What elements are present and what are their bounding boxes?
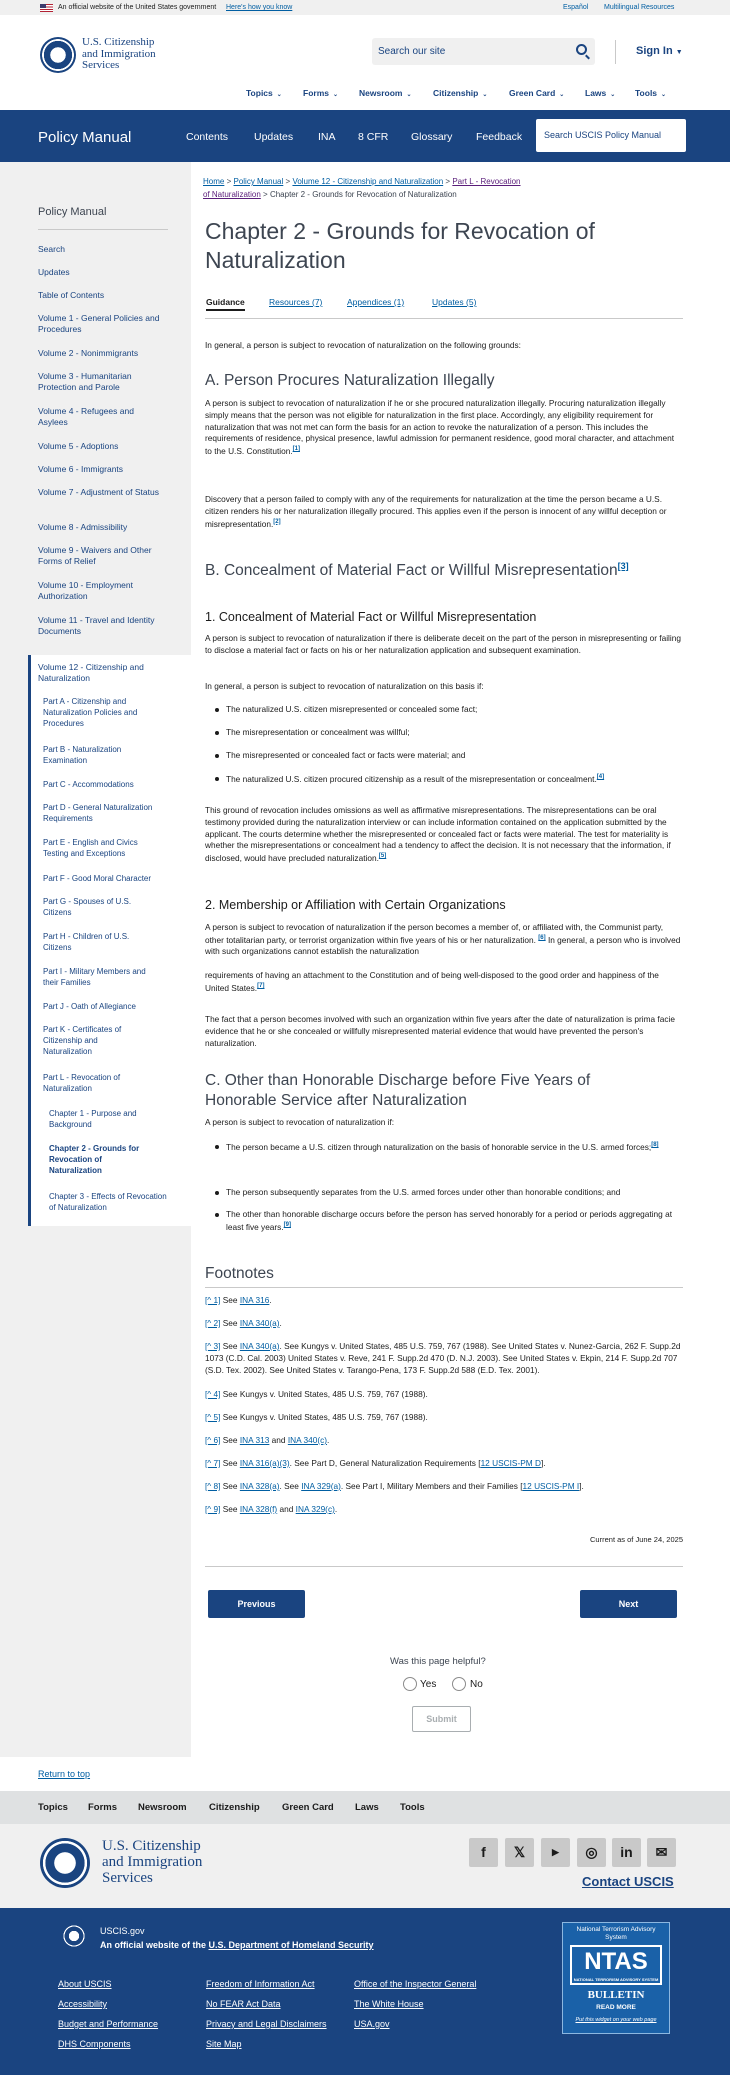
nav-label: Tools bbox=[635, 88, 658, 98]
footer-nav-forms[interactable]: Forms bbox=[88, 1802, 118, 1813]
nav-label: Forms bbox=[303, 88, 329, 98]
chevron-down-icon: ⌄ bbox=[661, 92, 667, 98]
uscis-logo-text[interactable] bbox=[82, 37, 156, 72]
section-c-heading bbox=[205, 1071, 683, 1111]
sidebar-part-b[interactable]: Part B - Naturalization Examination bbox=[43, 745, 122, 765]
footer-nav bbox=[0, 1791, 730, 1824]
footer-link-no-fear[interactable]: No FEAR Act Data bbox=[206, 1999, 281, 2009]
section-b1-paragraph-1: A person is subject to revocation of naturalization if there is deliberate deceit on the part of the person in misrepresenting or failing to disclose a material fact or facts on his or her naturalization application and subsequent examination. bbox=[205, 633, 681, 655]
page-title bbox=[205, 217, 625, 276]
sidebar-item-volume-10[interactable]: Volume 10 - Employment Authorization bbox=[38, 580, 133, 602]
section-b2-text-2: requirements of having an attachment to the Constitution and of being well-disposed to the good order and happiness of the United States. bbox=[205, 970, 659, 993]
sidebar-chapter-2-active[interactable]: Chapter 2 - Grounds for Revocation of Naturalization bbox=[49, 1144, 140, 1175]
footer-link-oig[interactable]: Office of the Inspector General bbox=[354, 1979, 477, 1989]
logo-line-3: Services bbox=[82, 59, 120, 72]
footnote-link[interactable]: 12 USCIS-PM I bbox=[522, 1481, 580, 1491]
footnote-4 bbox=[205, 1389, 685, 1401]
dhs-seal-icon bbox=[62, 1924, 86, 1948]
section-a-paragraph-2 bbox=[205, 494, 683, 530]
sidebar-item-volume-12[interactable]: Volume 12 - Citizenship and Naturalization bbox=[38, 662, 144, 684]
footnote-text: . See bbox=[279, 1481, 299, 1491]
footnote-ref-9[interactable]: [9] bbox=[283, 1221, 291, 1228]
footer-official-text bbox=[100, 1939, 374, 1952]
footnote-text: See bbox=[222, 1318, 238, 1328]
footer-nav-topics[interactable]: Topics bbox=[38, 1802, 68, 1813]
footnote-ref-4[interactable]: [4] bbox=[596, 774, 605, 780]
sidebar-part-d[interactable]: Part D - General Naturalization Requirements bbox=[43, 803, 153, 823]
chevron-down-icon: ▼ bbox=[675, 49, 683, 56]
section-a-text-1: A person is subject to revocation of naturalization if he or she procured naturalization illegally. Procuring naturalization illegally simply means that the person was not eligible for naturalization in the first place. Accordingly, any eligibility requirement for naturalization that was not met can form the basis for an action to revoke the naturalization of a person. This includes the requirements of residence, physical presence, lawful admission for permanent residence, good moral character, and attachment to the U.S. Constitution. bbox=[205, 398, 675, 456]
pm-title[interactable]: Policy Manual bbox=[38, 129, 132, 146]
footer-link-foia[interactable]: Freedom of Information Act bbox=[206, 1979, 315, 1989]
footer-site-name: USCIS.gov bbox=[100, 1926, 145, 1936]
nav-label: Laws bbox=[585, 88, 607, 98]
footnote-text: and bbox=[271, 1435, 286, 1445]
footnote-text: . bbox=[269, 1295, 272, 1305]
x-twitter-icon[interactable]: 𝕏 bbox=[505, 1838, 534, 1867]
sidebar-item-volume-11[interactable]: Volume 11 - Travel and Identity Documents bbox=[38, 615, 155, 637]
search-placeholder: Search our site bbox=[378, 46, 446, 57]
footer-link-dhs-components[interactable]: DHS Components bbox=[58, 2039, 131, 2049]
footnote-1 bbox=[205, 1295, 685, 1307]
section-c-bullet-3-text: The other than honorable discharge occurs before the person has served honorably for a period or periods aggregating at least five years. bbox=[226, 1209, 673, 1232]
sidebar-part-h[interactable]: Part H - Children of U.S. Citizens bbox=[43, 932, 130, 952]
section-c-bullet-1-text: The person became a U.S. citizen through naturalization on the basis of honorable service in the U.S. armed forces; bbox=[226, 1141, 652, 1152]
ntas-logo bbox=[570, 1945, 662, 1985]
nav-label: Citizenship bbox=[433, 88, 479, 98]
ntas-title: National Terrorism Advisory System bbox=[576, 1926, 656, 1941]
footnote-link[interactable]: INA 340(c) bbox=[287, 1435, 328, 1445]
pm-glossary-link[interactable]: Glossary bbox=[411, 131, 453, 143]
chevron-down-icon: ⌄ bbox=[482, 92, 488, 98]
tab-resources[interactable]: Resources (7) bbox=[269, 297, 323, 307]
helpful-question: Was this page helpful? bbox=[390, 1656, 486, 1667]
breadcrumb-current: Chapter 2 - Grounds for Revocation of Naturalization bbox=[269, 190, 457, 199]
footnote-text: . See Kungys v. United States, 485 U.S. 759, 767 (1988). See United States v. Nunez-Garcia, 262 F. Supp.2d 1073 (C.D. Cal. 2003) United States v. Reve, 241 F. Supp.2d 470 (D. N.J. 2003). See United States v. Ekpin, 214 F. Supp.2d 707 (S.D. Tex. 2002). See United States v. Tarango-Pena, 173 F. Supp.2d 588 (E.D. Tex. 2001). bbox=[205, 1341, 681, 1375]
site-header bbox=[0, 15, 730, 110]
section-a-paragraph-1 bbox=[205, 398, 683, 458]
footnote-text: . bbox=[327, 1435, 330, 1445]
footnote-link[interactable]: INA 329(c) bbox=[295, 1504, 335, 1514]
sidebar-item-volume-1[interactable]: Volume 1 - General Policies and Procedures bbox=[38, 313, 160, 335]
return-to-top-link[interactable]: Return to top bbox=[38, 1769, 91, 1779]
breadcrumb-separator: > bbox=[226, 177, 232, 186]
sidebar-chapter-1[interactable]: Chapter 1 - Purpose and Background bbox=[49, 1109, 137, 1129]
pm-feedback-link[interactable]: Feedback bbox=[476, 131, 523, 143]
footnote-text: See bbox=[222, 1435, 238, 1445]
sidebar-divider bbox=[38, 229, 168, 230]
footnote-6 bbox=[205, 1435, 685, 1447]
footer-nav-tools[interactable]: Tools bbox=[400, 1802, 425, 1813]
nav-topics[interactable] bbox=[246, 88, 282, 100]
breadcrumb-home[interactable]: Home bbox=[203, 177, 225, 186]
section-c-bullet-2: The person subsequently separates from the U.S. armed forces under other than honorable conditions; and bbox=[226, 1187, 681, 1199]
section-b1-text-3: This ground of revocation includes omissions as well as affirmative misrepresentations. The misrepresentations can be oral testimony provided during the naturalization interview or can include information contained on the application submitted by the applicant. The courts determine whether the misrepresented or concealed fact or facts were material. The test for materiality is whether the misrepresentations or concealment had a tendency to affect the decision. It is not necessary that the information, if disclosed, would have precluded naturalization. bbox=[205, 805, 671, 863]
helpful-no-label[interactable]: No bbox=[470, 1679, 483, 1690]
sidebar-part-k[interactable]: Part K - Certificates of Citizenship and Naturalization bbox=[43, 1025, 122, 1056]
footnote-backlink[interactable]: [^ 6] bbox=[205, 1435, 221, 1445]
footer-link-about[interactable]: About USCIS bbox=[58, 1979, 112, 1989]
section-c-paragraph-1: A person is subject to revocation of naturalization if: bbox=[205, 1117, 395, 1127]
logo-line-3: Services bbox=[102, 1869, 153, 1886]
dhs-seal-icon[interactable] bbox=[40, 1838, 90, 1888]
sidebar-part-g[interactable]: Part G - Spouses of U.S. Citizens bbox=[43, 897, 132, 917]
footnote-backlink[interactable]: [^ 8] bbox=[205, 1481, 221, 1491]
ntas-widget-link[interactable]: Put this widget on your web page bbox=[575, 2017, 657, 2024]
page-title-line-2: Naturalization bbox=[205, 247, 346, 274]
footnote-text: ]. bbox=[540, 1458, 546, 1468]
sidebar-chapter-3[interactable]: Chapter 3 - Effects of Revocation of Naturalization bbox=[49, 1192, 167, 1212]
footnote-8 bbox=[205, 1481, 685, 1493]
section-b2-paragraph-1 bbox=[205, 922, 683, 958]
footnote-ref-7[interactable]: [7] bbox=[257, 982, 265, 989]
gov-banner bbox=[0, 0, 730, 15]
footnote-backlink[interactable]: [^ 5] bbox=[205, 1412, 221, 1422]
footnote-backlink[interactable]: [^ 4] bbox=[205, 1389, 221, 1399]
ntas-bulletin: BULLETIN bbox=[587, 1988, 645, 2001]
chevron-down-icon: ⌄ bbox=[610, 92, 616, 98]
footnote-text: See bbox=[222, 1341, 238, 1351]
current-as-of: Current as of June 24, 2025 bbox=[590, 1535, 683, 1544]
helpful-no-radio[interactable] bbox=[452, 1677, 466, 1691]
breadcrumb-separator: > bbox=[263, 190, 268, 199]
footnote-text: See bbox=[222, 1458, 238, 1468]
section-c-bullet-1 bbox=[226, 1141, 681, 1154]
pm-updates-link[interactable]: Updates bbox=[254, 131, 294, 143]
section-b-title: B. Concealment of Material Fact or Willful Misrepresentation bbox=[205, 562, 618, 580]
sign-in-label: Sign In bbox=[636, 45, 673, 57]
logo-line-2: and Immigration bbox=[82, 47, 156, 60]
intro-paragraph: In general, a person is subject to revocation of naturalization on the following grounds: bbox=[205, 340, 521, 350]
footnote-link[interactable]: INA 316(a)(3) bbox=[239, 1458, 290, 1468]
section-c-title-line-1: C. Other than Honorable Discharge before Five Years of bbox=[205, 1072, 591, 1089]
footnote-ref-2[interactable]: [2] bbox=[273, 518, 281, 525]
section-a-heading: A. Person Procures Naturalization Illegally bbox=[205, 372, 495, 389]
nav-tools[interactable] bbox=[635, 88, 666, 100]
footnotes-heading: Footnotes bbox=[205, 1265, 274, 1282]
footnotes-divider bbox=[205, 1287, 683, 1288]
footer-nav-citizenship[interactable]: Citizenship bbox=[209, 1802, 260, 1813]
footnote-text: See Kungys v. United States, 485 U.S. 759, 767 (1988). bbox=[222, 1412, 428, 1422]
chevron-down-icon: ⌄ bbox=[406, 92, 412, 98]
logo-line-1: U.S. Citizenship bbox=[102, 1838, 201, 1854]
site-search-input[interactable] bbox=[372, 38, 595, 65]
instagram-icon[interactable]: ◎ bbox=[577, 1838, 606, 1867]
sidebar-title: Policy Manual bbox=[38, 206, 107, 218]
nav-citizenship[interactable] bbox=[433, 88, 487, 100]
dhs-seal-icon[interactable] bbox=[40, 37, 76, 73]
footnote-link[interactable]: INA 340(a) bbox=[239, 1341, 280, 1351]
footnote-text: and bbox=[279, 1504, 294, 1514]
footnote-text: . bbox=[279, 1318, 282, 1328]
footnote-text: See bbox=[222, 1481, 238, 1491]
official-site-text: An official website of the United States government bbox=[58, 4, 217, 11]
email-icon[interactable]: ✉ bbox=[647, 1838, 676, 1867]
page-title-line-1: Chapter 2 - Grounds for Revocation of bbox=[205, 218, 595, 244]
footnote-link[interactable]: 12 USCIS-PM D bbox=[480, 1458, 541, 1468]
header-divider bbox=[615, 40, 616, 64]
footer-link-usa-gov[interactable]: USA.gov bbox=[354, 2019, 390, 2029]
section-b1-bullet-3: The misrepresented or concealed fact or facts were material; and bbox=[226, 750, 681, 762]
sidebar-item-volume-7[interactable]: Volume 7 - Adjustment of Status bbox=[38, 487, 159, 497]
footer-uscis-logo[interactable] bbox=[102, 1839, 202, 1886]
pager-divider bbox=[205, 1566, 683, 1567]
section-b2-paragraph-3: The fact that a person becomes involved with such an organization within five years after the date of naturalization is prima facie evidence that he or she concealed or willfully misrepresented material evidence that would have prevented the person's naturalization. bbox=[205, 1014, 675, 1048]
espanol-link[interactable]: Español bbox=[563, 4, 589, 11]
logo-line-2: and Immigration bbox=[102, 1853, 203, 1870]
section-b2-paragraph-2 bbox=[205, 970, 683, 994]
section-b1-paragraph-2: In general, a person is subject to revocation of naturalization on this basis if: bbox=[205, 681, 484, 691]
section-b2-text-1: A person is subject to revocation of naturalization if the person becomes a member of, or affiliated with, the Communist party, other totalitarian party, or terrorist organization within five years of his or her naturalization. bbox=[205, 922, 664, 945]
section-b1-bullet-1: The naturalized U.S. citizen misrepresented or concealed some fact; bbox=[226, 704, 681, 716]
sidebar-item-volume-8[interactable]: Volume 8 - Admissibility bbox=[38, 522, 128, 532]
section-b1-bullet-4-text: The naturalized U.S. citizen procured citizenship as a result of the misrepresentation or concealment. bbox=[226, 773, 597, 784]
chevron-down-icon: ⌄ bbox=[559, 92, 565, 98]
footer-link-privacy[interactable]: Privacy and Legal Disclaimers bbox=[206, 2019, 327, 2029]
logo-line-1: U.S. Citizenship bbox=[82, 36, 155, 48]
nav-label: Green Card bbox=[509, 88, 556, 98]
next-button[interactable]: Next bbox=[580, 1590, 677, 1618]
sidebar-item-volume-2[interactable]: Volume 2 - Nonimmigrants bbox=[38, 348, 139, 358]
section-b1-bullet-2: The misrepresentation or concealment was willful; bbox=[226, 727, 681, 739]
section-c-bullet-3 bbox=[226, 1209, 681, 1233]
breadcrumb-part-l[interactable]: Part L - Revocation bbox=[452, 177, 521, 186]
footnote-text: . See Part I, Military Members and their Families [ bbox=[340, 1481, 523, 1491]
breadcrumb bbox=[203, 176, 521, 187]
breadcrumb-separator: > bbox=[285, 177, 291, 186]
footer-link-site-map[interactable]: Site Map bbox=[206, 2039, 242, 2049]
footnote-2 bbox=[205, 1318, 685, 1330]
breadcrumb-policy-manual[interactable]: Policy Manual bbox=[233, 177, 284, 186]
sidebar-item-toc[interactable]: Table of Contents bbox=[38, 290, 105, 300]
facebook-icon[interactable]: f bbox=[469, 1838, 498, 1867]
sidebar-item-volume-4[interactable]: Volume 4 - Refugees and Asylees bbox=[38, 406, 134, 428]
youtube-icon[interactable]: ▶ bbox=[541, 1838, 570, 1867]
footnote-7 bbox=[205, 1458, 685, 1470]
footer-official-pre: An official website of the bbox=[100, 1940, 207, 1950]
footnote-ref-8[interactable]: [8] bbox=[651, 1142, 659, 1148]
helpful-yes-label[interactable]: Yes bbox=[420, 1679, 437, 1690]
footnote-ref-5[interactable]: [5] bbox=[378, 853, 387, 860]
sidebar-part-f[interactable]: Part F - Good Moral Character bbox=[43, 874, 152, 883]
contact-uscis-link[interactable]: Contact USCIS bbox=[582, 1874, 674, 1889]
heres-how-link[interactable]: Here's how you know bbox=[226, 4, 293, 11]
sign-in-button[interactable] bbox=[636, 44, 683, 59]
footer-link-accessibility[interactable]: Accessibility bbox=[58, 1999, 108, 2009]
previous-button[interactable]: Previous bbox=[208, 1590, 305, 1618]
footnote-text: See bbox=[222, 1504, 238, 1514]
pm-ina-link[interactable]: INA bbox=[318, 131, 336, 143]
footer-link-budget[interactable]: Budget and Performance bbox=[58, 2019, 159, 2029]
sidebar-item-volume-3[interactable]: Volume 3 - Humanitarian Protection and Parole bbox=[38, 371, 132, 393]
footnote-text: . bbox=[334, 1504, 338, 1514]
chevron-down-icon: ⌄ bbox=[276, 92, 282, 98]
section-b-heading bbox=[205, 561, 683, 581]
pm-8cfr-link[interactable]: 8 CFR bbox=[358, 131, 389, 143]
pm-search-input[interactable] bbox=[536, 119, 686, 152]
dhs-link[interactable]: U.S. Department of Homeland Security bbox=[208, 1940, 374, 1950]
policy-manual-bar bbox=[0, 110, 730, 162]
footnote-link[interactable]: INA 328(f) bbox=[239, 1504, 278, 1514]
sidebar-item-search[interactable]: Search bbox=[38, 244, 65, 254]
search-icon[interactable] bbox=[576, 44, 587, 55]
breadcrumb-line-2 bbox=[203, 189, 457, 200]
tabs-divider bbox=[205, 318, 683, 319]
ntas-widget[interactable] bbox=[562, 1922, 670, 2034]
section-b1-paragraph-3 bbox=[205, 805, 683, 865]
section-b1-bullet-4 bbox=[226, 773, 681, 786]
footnote-text: . See Part D, General Naturalization Requirements [ bbox=[289, 1458, 481, 1468]
footer-nav-green-card[interactable]: Green Card bbox=[282, 1802, 334, 1813]
tab-appendices[interactable]: Appendices (1) bbox=[347, 297, 405, 307]
footnote-backlink[interactable]: [^ 2] bbox=[205, 1318, 221, 1328]
footnote-link[interactable]: INA 329(a) bbox=[301, 1481, 341, 1491]
section-c-title-line-2: Honorable Service after Naturalization bbox=[205, 1092, 467, 1110]
linkedin-icon[interactable]: in bbox=[612, 1838, 641, 1867]
ntas-read-more[interactable]: READ MORE bbox=[596, 2003, 636, 2011]
section-a-text-2: Discovery that a person failed to comply with any of the requirements for naturalization at the time the person became a U.S. citizen renders his or her naturalization illegally procured. This applies even if the person is innocent of any willful deception or misrepresentation. bbox=[205, 494, 667, 529]
nav-laws[interactable] bbox=[585, 88, 615, 100]
us-flag-icon bbox=[40, 4, 53, 12]
section-b1-heading: 1. Concealment of Material Fact or Willful Misrepresentation bbox=[205, 610, 537, 624]
footnote-ref-1[interactable]: [1] bbox=[292, 446, 300, 453]
footer-nav-newsroom[interactable]: Newsroom bbox=[138, 1802, 187, 1813]
footnote-text: See Kungys v. United States, 485 U.S. 759, 767 (1988). bbox=[222, 1389, 428, 1399]
footnote-backlink[interactable]: [^ 1] bbox=[205, 1295, 221, 1305]
breadcrumb-separator: > bbox=[445, 177, 451, 186]
breadcrumb-volume-12[interactable]: Volume 12 - Citizenship and Naturalization bbox=[292, 177, 444, 186]
sidebar-part-c[interactable]: Part C - Accommodations bbox=[43, 780, 134, 789]
pm-search-placeholder: Search USCIS Policy Manual bbox=[544, 130, 662, 140]
sidebar-part-i[interactable]: Part I - Military Members and their Families bbox=[43, 967, 146, 987]
sidebar-item-volume-9[interactable]: Volume 9 - Waivers and Other Forms of Relief bbox=[38, 545, 152, 567]
sidebar-item-updates[interactable]: Updates bbox=[38, 267, 70, 277]
sidebar-part-a[interactable]: Part A - Citizenship and Naturalization Policies and Procedures bbox=[43, 697, 138, 728]
nav-newsroom[interactable] bbox=[359, 88, 412, 100]
sidebar-part-j[interactable]: Part J - Oath of Allegiance bbox=[43, 1002, 136, 1011]
footnote-link[interactable]: INA 316 bbox=[239, 1295, 270, 1305]
sidebar-part-e[interactable]: Part E - English and Civics Testing and Exceptions bbox=[43, 838, 138, 858]
footnote-text: ]. bbox=[579, 1481, 584, 1491]
footnote-backlink[interactable]: [^ 9] bbox=[205, 1504, 221, 1514]
sidebar-item-volume-6[interactable]: Volume 6 - Immigrants bbox=[38, 464, 124, 474]
section-b2-text-1b: In general, a person who is involved with such organizations cannot establish the naturalization bbox=[205, 934, 681, 957]
helpful-yes-radio[interactable] bbox=[403, 1677, 417, 1691]
footnote-text: See bbox=[222, 1295, 238, 1305]
ntas-logo-text: NTAS bbox=[584, 1947, 648, 1975]
footnote-backlink[interactable]: [^ 7] bbox=[205, 1458, 221, 1468]
footnote-5 bbox=[205, 1412, 685, 1424]
sidebar-item-volume-5[interactable]: Volume 5 - Adoptions bbox=[38, 441, 119, 451]
footnote-link[interactable]: INA 313 bbox=[239, 1435, 270, 1445]
nav-forms[interactable] bbox=[303, 88, 338, 100]
footnote-9 bbox=[205, 1504, 685, 1516]
footer-link-white-house[interactable]: The White House bbox=[354, 1999, 424, 2009]
nav-label: Newsroom bbox=[359, 88, 403, 98]
footnote-ref-6[interactable]: [6] bbox=[538, 934, 546, 941]
footnote-link[interactable]: INA 340(a) bbox=[239, 1318, 280, 1328]
sidebar-part-l[interactable]: Part L - Revocation of Naturalization bbox=[43, 1073, 121, 1093]
ntas-logo-sub: NATIONAL TERRORISM ADVISORY SYSTEM bbox=[573, 1976, 659, 1982]
tab-guidance[interactable]: Guidance bbox=[206, 297, 245, 311]
tab-updates[interactable]: Updates (5) bbox=[432, 297, 477, 307]
footnote-link[interactable]: INA 328(a) bbox=[239, 1481, 280, 1491]
multilingual-link[interactable]: Multilingual Resources bbox=[604, 4, 675, 11]
section-b2-heading: 2. Membership or Affiliation with Certain Organizations bbox=[205, 898, 506, 912]
pm-contents-link[interactable]: Contents bbox=[186, 131, 229, 143]
footnote-3 bbox=[205, 1341, 685, 1376]
footnote-ref-3[interactable]: [3] bbox=[617, 561, 629, 571]
footnote-backlink[interactable]: [^ 3] bbox=[205, 1341, 221, 1351]
nav-label: Topics bbox=[246, 88, 273, 98]
footer-nav-laws[interactable]: Laws bbox=[355, 1802, 379, 1813]
nav-green-card[interactable] bbox=[509, 88, 564, 100]
submit-feedback-button[interactable]: Submit bbox=[412, 1706, 471, 1732]
chevron-down-icon: ⌄ bbox=[332, 92, 339, 98]
breadcrumb-part-l-cont[interactable]: of Naturalization bbox=[203, 190, 261, 199]
